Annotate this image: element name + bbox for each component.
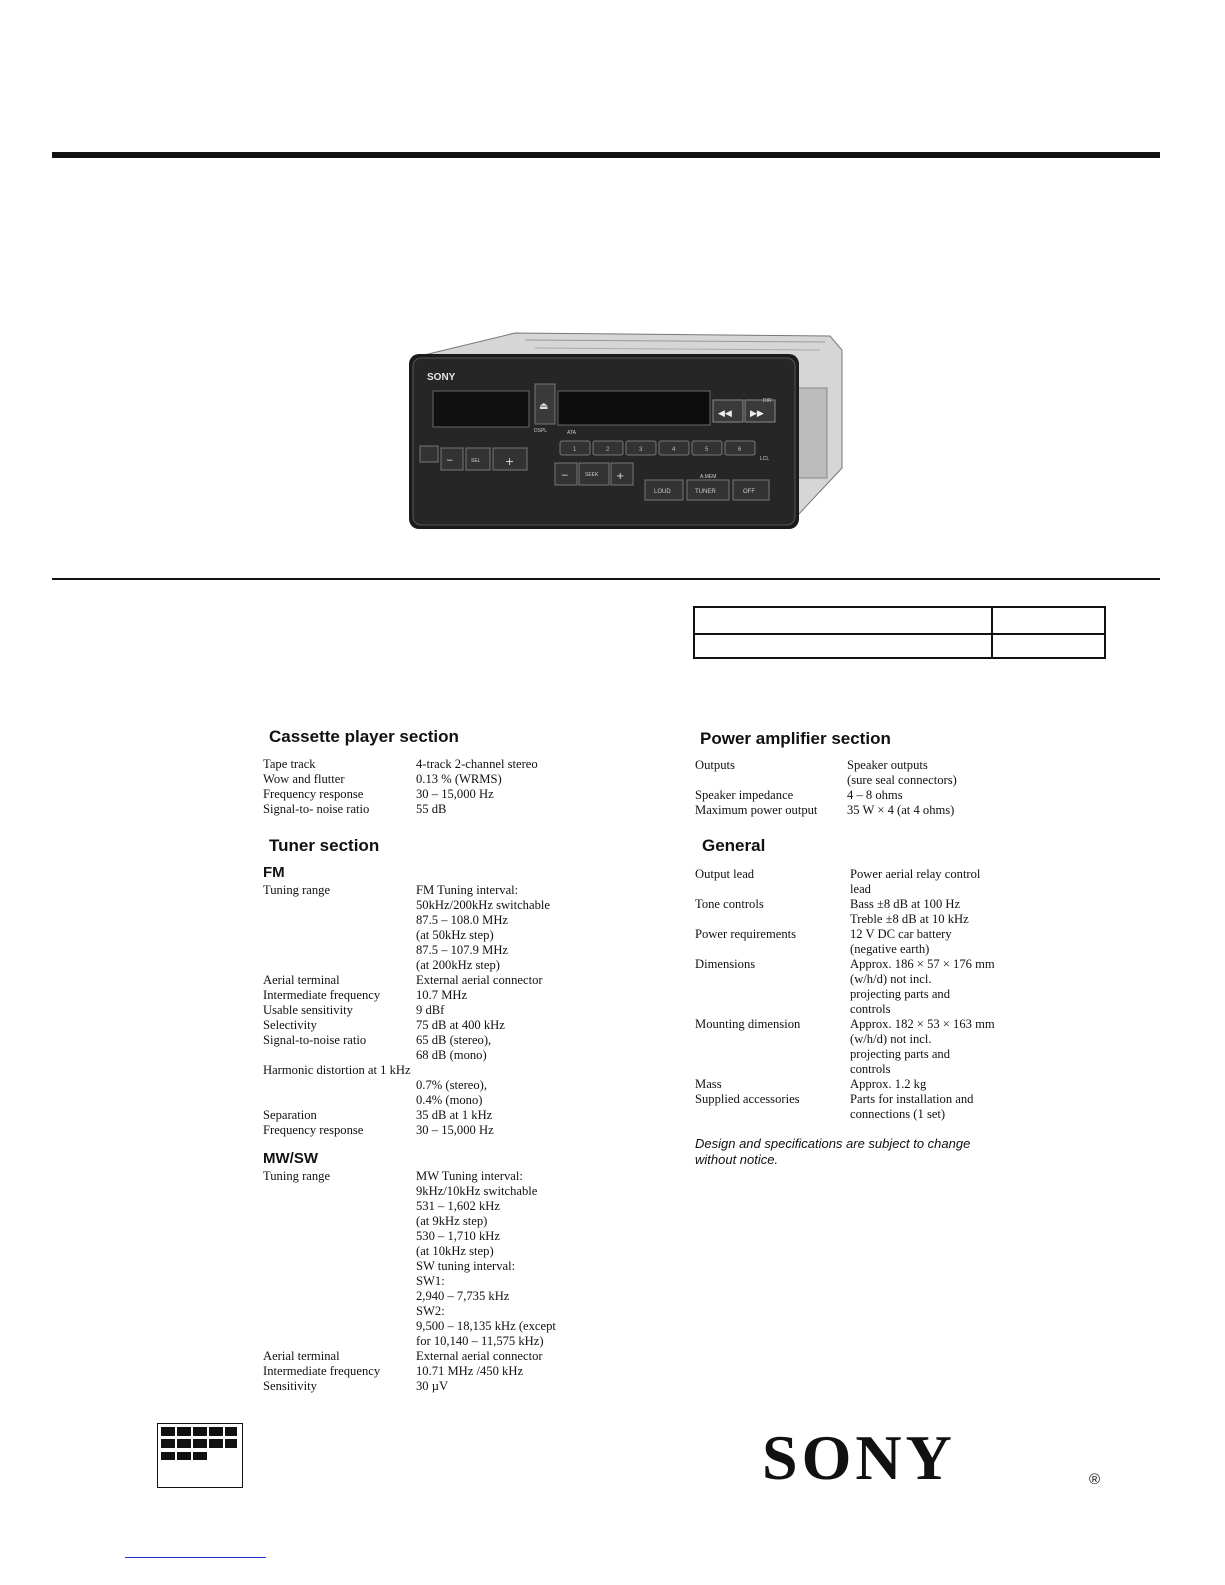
specifications-notice: Design and specifications are subject to change without notice. [695, 1136, 971, 1167]
preset-4-label: 4 [672, 447, 676, 453]
power-amp-spec-list [695, 758, 1015, 818]
spec-row: Intermediate frequency 10.7 MHz [263, 988, 468, 1002]
spec-row: Frequency response 30 – 15,000 Hz [263, 787, 494, 801]
svg-text:◀◀: ◀◀ [718, 409, 732, 419]
fm-subtitle: FM [263, 864, 285, 881]
spec-row: Tuning range FM Tuning interval: 50kHz/200kHz switchable 87.5 – 108.0 MHz (at 50kHz step) 87.5 – 107.9 MHz (at 200kHz step) [263, 883, 550, 972]
spec-row: Mounting dimension Approx. 182 × 53 × 163 mm (w/h/d) not incl. projecting parts and controls [695, 1017, 995, 1076]
spec-row: Dimensions Approx. 186 × 57 × 176 mm (w/h/d) not incl. projecting parts and controls [695, 957, 995, 1016]
fm-spec-list [263, 883, 593, 1138]
registered-mark: ® [1089, 1471, 1101, 1488]
spec-row: Tone controls Bass ±8 dB at 100 Hz Treble ±8 dB at 10 kHz [695, 897, 969, 926]
svg-text:+: + [616, 471, 625, 482]
tuner-section-title: Tuner section [269, 836, 380, 855]
label-loud: LOUD [654, 489, 671, 495]
preset-5-label: 5 [705, 447, 709, 453]
preset-3-label: 3 [639, 447, 643, 453]
spec-row: Signal-to- noise ratio 55 dB [263, 802, 447, 816]
spec-row: Sensitivity 30 µV [263, 1379, 449, 1393]
preset-6-label: 6 [738, 447, 742, 453]
label-ata: ATA [567, 430, 576, 436]
footer-link-underline [125, 1557, 266, 1558]
spec-row: Signal-to-noise ratio 65 dB (stereo), 68 dB (mono) [263, 1033, 492, 1062]
spec-row: Supplied accessories Parts for installation and connections (1 set) [695, 1092, 974, 1121]
preset-1-label: 1 [573, 447, 577, 453]
power-amp-section-title: Power amplifier section [700, 729, 891, 748]
table-column-divider [991, 608, 993, 657]
model-stamp-graphic [157, 1423, 243, 1488]
label-amem: A.MEM [700, 474, 717, 480]
mw-sw-subtitle: MW/SW [263, 1150, 318, 1167]
svg-text:+: + [505, 455, 515, 468]
spec-row: Aerial terminal External aerial connector [263, 1349, 543, 1363]
table-row-divider [695, 633, 1104, 635]
sony-logo: SONY [762, 1422, 956, 1493]
spec-row: Mass Approx. 1.2 kg [695, 1077, 927, 1091]
car-stereo-product-image [405, 328, 845, 533]
spec-row: Intermediate frequency 10.71 MHz /450 kHz [263, 1364, 524, 1378]
cassette-spec-list [263, 757, 593, 817]
spec-row: Usable sensitivity 9 dBf [263, 1003, 445, 1017]
spec-row: Power requirements 12 V DC car battery (negative earth) [695, 927, 952, 956]
spec-row: Aerial terminal External aerial connector [263, 973, 543, 987]
svg-text:−: − [446, 456, 454, 466]
spec-row: Separation 35 dB at 1 kHz [263, 1108, 493, 1122]
label-lcl: LCL [760, 456, 770, 462]
spec-row: Tape track 4-track 2-channel stereo [263, 757, 538, 771]
spec-row: Speaker impedance 4 – 8 ohms [695, 788, 903, 802]
panel-brand: SONY [427, 372, 456, 383]
mw-sw-spec-list [263, 1169, 593, 1394]
spec-row: Wow and flutter 0.13 % (WRMS) [263, 772, 502, 786]
svg-text:▶▶: ▶▶ [750, 409, 764, 419]
label-sel: SEL [471, 458, 481, 464]
label-dir: DIR [763, 398, 772, 404]
spec-row: Selectivity 75 dB at 400 kHz [263, 1018, 505, 1032]
spec-row: Output lead Power aerial relay control lead [695, 867, 981, 896]
top-rule [52, 152, 1160, 158]
svg-text:⏏: ⏏ [539, 401, 549, 412]
label-seek: SEEK [585, 472, 599, 478]
label-dspl: DSPL [534, 428, 548, 434]
spec-row: Maximum power output 35 W × 4 (at 4 ohms) [695, 803, 955, 817]
spec-row: Tuning range MW Tuning interval: 9kHz/10kHz switchable 531 – 1,602 kHz (at 9kHz step) 530 – 1,710 kHz (at 10kHz step) SW tuning interval: SW1: 2,940 – 7,735 kHz SW2: 9,500 – 18,135 kHz (except for 10,140 – 11,575 kHz) [263, 1169, 556, 1348]
spec-row: Harmonic distortion at 1 kHz 0.7% (stereo), 0.4% (mono) [263, 1063, 487, 1107]
preset-2-label: 2 [606, 447, 610, 453]
general-section-title: General [702, 836, 766, 855]
label-off: OFF [743, 489, 755, 495]
spec-row: Outputs Speaker outputs (sure seal connectors) [695, 758, 957, 787]
spec-row: Frequency response 30 – 15,000 Hz [263, 1123, 494, 1137]
cassette-section-title: Cassette player section [269, 727, 459, 746]
svg-text:−: − [561, 471, 569, 481]
general-spec-list [695, 867, 1015, 1122]
label-tuner: TUNER [695, 489, 716, 495]
model-table [693, 606, 1106, 659]
section-rule [52, 578, 1160, 580]
